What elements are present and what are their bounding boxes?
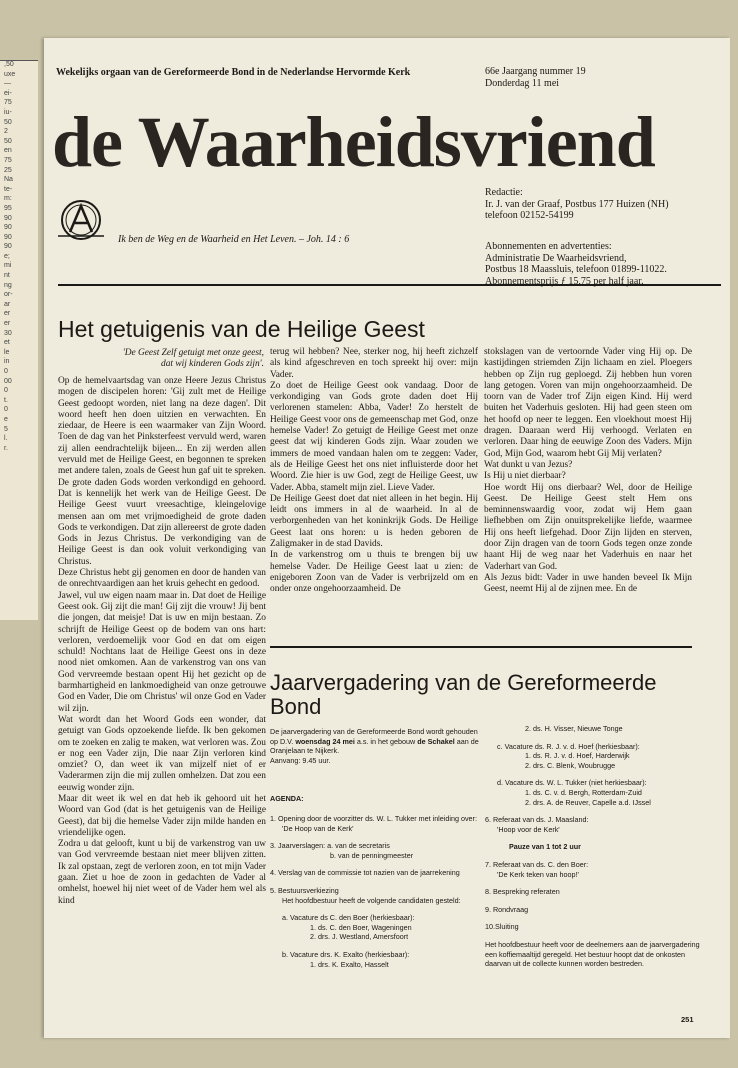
page-number: 251 xyxy=(681,1015,694,1024)
agenda-heading: AGENDA: xyxy=(270,794,304,803)
strip-text-fragment: nt xyxy=(4,272,10,280)
agenda-text: 'De Hoop van de Kerk' xyxy=(282,823,354,833)
strip-text-fragment: 5 xyxy=(4,425,8,433)
strip-text-fragment: er xyxy=(4,310,11,318)
strip-text-fragment: mi xyxy=(4,262,12,270)
agenda-text: 'De Kerk teken van hoop!' xyxy=(497,869,579,879)
agenda-text: 7. Referaat van ds. C. den Boer: xyxy=(485,859,589,869)
strip-text-fragment: uxe xyxy=(4,70,16,78)
strip-text-fragment: r. xyxy=(4,444,8,452)
masthead-subtitle: Wekelijks orgaan van de Gereformeerde Bond in de Nederlandse Hervormde Kerk xyxy=(56,67,411,78)
agenda-item xyxy=(485,860,705,879)
intro-place: de Schakel xyxy=(417,736,455,746)
redactie-line: Ir. J. van der Graaf, Postbus 177 Huizen (NH) xyxy=(485,198,669,210)
strip-text-fragment: 50 xyxy=(4,118,12,126)
redactie-block xyxy=(485,187,669,222)
strip-text-fragment: et xyxy=(4,339,10,347)
agenda-text: 3. Jaarverslagen: a. van de secretaris xyxy=(270,841,390,851)
strip-text-fragment: er xyxy=(4,320,11,328)
pauze: Pauze van 1 tot 2 uur xyxy=(509,842,581,852)
agenda-item xyxy=(485,778,705,807)
strip-text-fragment: 50 xyxy=(4,137,12,145)
paragraph: stokslagen van de vertoornde Vader ving Hij op. De kastijdingen striemden Zijn lichaam en ziel. Ploegers hebben op Zijn rug geploegd. Zij hebben hun voren lang getogen. Voren van mijn ongehoorzaamheid. De toorn van de Vader trof Zijn eigen Kind. Hij werd buiten het Vaderhuis gesloten. Hij had geen steen om het hoofd op neer te leggen. Een vloekhout moest Hij dragen. Daaraan werd Hij verhoogd. Verlaten en verloren. Daar hing de eeuwige Zoon des Vaders. Mijn God, Mijn God, waarom hebt Gij Mij verlaten? xyxy=(484,347,692,459)
strip-text-fragment: ng xyxy=(4,281,12,289)
intro-text: a.s. in het gebouw xyxy=(356,736,416,746)
bond-logo-icon xyxy=(56,198,106,242)
strip-text-fragment: ei- xyxy=(4,89,12,97)
intro-text: De jaarvergadering van de Gereformeerde Bond wordt gehouden op D.V. xyxy=(270,727,478,746)
quote-line: dat wij kinderen Gods zijn'. xyxy=(161,359,264,369)
strip-text-fragment: 0 xyxy=(4,387,8,395)
paragraph: Deze Christus hebt gij genomen en door de handen van de onrechtvaardigen aan het kruis gehecht en gedood. xyxy=(58,568,266,590)
agenda-text: 2. ds. H. Visser, Nieuwe Tonge xyxy=(525,724,623,733)
abon-line: Postbus 18 Maassluis, telefoon 01899-11022. xyxy=(485,264,667,275)
article-column-1 xyxy=(58,376,266,907)
intro-text: aan de Oranjelaan te Nijkerk. xyxy=(270,736,479,756)
paragraph: Jawel, vul uw eigen naam maar in. Dat doet de Heilige Geest ook. Gij zijt die man! Gij zijt die vrouw! Jij bent die jongen, dat meisje! Dat is uw en mijn bestaan. Zo schrijft de Heilige Geest op de bodem van ons hart: verloren, verdoemelijk voor God en dat om eigen schuld! Nochtans laat de Heilige Geest ons in deze nood niet omkomen. Aan de varkenstrog van ons van God vervreemde bestaan opent Hij het gezicht op de barmhartigheid en lankmoedigheid van onze getrouwe God en Vader, Die om Christus' wil onze God en Vader wil zijn. xyxy=(58,590,266,714)
aanvang: Aanvang: 9.45 uur. xyxy=(270,755,331,765)
paragraph: In de varkenstrog om u thuis te brengen bij uw hemelse Vader. De Heilige Geest laat u zien: de enigeboren Zoon van de Vader is verbrijzeld om en onder onze ongehoorzaamheid. De xyxy=(270,550,478,595)
agenda-list-left xyxy=(270,814,480,977)
agenda-text: Het hoofdbestuur heeft de volgende candidaten gesteld: xyxy=(282,895,461,905)
newspaper-title: de Waarheidsvriend xyxy=(52,102,655,182)
agenda-item: 9. Rondvraag xyxy=(485,904,529,914)
intro-date: woensdag 24 mei xyxy=(295,736,355,746)
abon-line: Abonnementen en advertenties: xyxy=(485,241,612,252)
paragraph: Maar dit weet ik wel en dat heb ik gehoord uit het Woord van God (dat is het getuigenis van de Heilige Geest), dat bij die hemelse Vader zijn milde handen en vriendelijke ogen. xyxy=(58,793,266,838)
paragraph: Wat wordt dan het Woord Gods een wonder, dat getuigt van Gods opzoekende liefde. Ik ben gekomen om te zoeken en zalig te maken, wat verloren was. Zou er nog een Vader zijn, Die naar Zijn verloren kind omziet? O, dan weet ik van mijzelf niet of er Vaderarmen zijn die mij zullen omhelzen. Dat zou een eeuwig wonder zijn. xyxy=(58,714,266,793)
abon-line: Administratie De Waarheidsvriend, xyxy=(485,252,627,264)
article-column-2 xyxy=(270,347,478,596)
agenda-item xyxy=(270,950,480,969)
strip-divider xyxy=(0,60,38,61)
strip-text-fragment: 75 xyxy=(4,156,12,164)
jaarvergadering-intro xyxy=(270,727,480,765)
strip-text-fragment: t. xyxy=(4,396,8,404)
agenda-item xyxy=(270,814,480,833)
issue-volume: 66e Jaargang nummer 19 xyxy=(485,66,586,77)
agenda-text: 1. ds. C. v. d. Bergh, Rotterdam-Zuid xyxy=(525,787,642,797)
strip-text-fragment: or- xyxy=(4,291,13,299)
strip-text-fragment: 0 xyxy=(4,368,8,375)
agenda-text: b. Vacature drs. K. Exalto (herkiesbaar): xyxy=(282,949,410,959)
agenda-item: 10.Sluiting xyxy=(485,922,519,932)
previous-page-strip xyxy=(0,60,38,620)
quote-line: 'De Geest Zelf getuigt met onze geest, xyxy=(122,348,264,358)
strip-text-fragment: 90 xyxy=(4,224,12,232)
strip-text-fragment: m: xyxy=(4,195,12,203)
agenda-text: b. van de penningmeester xyxy=(330,850,414,860)
agenda-item xyxy=(270,841,480,860)
motto: Ik ben de Weg en de Waarheid en Het Leven. – Joh. 14 : 6 xyxy=(118,234,350,245)
agenda-text: 1. ds. R. J. v. d. Hoef, Harderwijk xyxy=(525,751,630,761)
agenda-text: a. Vacature ds C. den Boer (herkiesbaar): xyxy=(282,913,415,923)
article-title: Het getuigenis van de Heilige Geest xyxy=(58,316,425,342)
strip-text-fragment: 30 xyxy=(4,329,12,337)
redactie-line: telefoon 02152-54199 xyxy=(485,210,574,221)
paragraph: Als Jezus bidt: Vader in uwe handen beveel Ik Mijn Geest, neemt Hij al de zijnen mee. En de xyxy=(484,572,692,595)
paragraph: Op de hemelvaartsdag van onze Heere Jezus Christus mogen de discipelen horen: 'Gij zult met de Heilige Geest gedoopt worden, niet lang na deze dagen'. Dit woord heeft hen doen uitzien en verwachten. En ziedaar, de Heere is een waarmaker van Zijn Woord. Toen de dag van het Pinksterfeest vervuld werd, waren zij allen eendrachtelijk bijeen... En zij werden allen vervuld met de Heilige Geest, en begonnen te spreken met andere talen, zoals de Geest hun gaf uit te spreken. De grote daden Gods worden verkondigd en gehoord. Dat is kennelijk het werk van de Heilige Geest. De Heilige Geest vuurt vreesachtige, kleingelovige mensen aan om met vrijmoedigheid de grote daden Gods te verkondigen. Dat zijn allereerst de grote daden Gods in Jezus Christus. De verkondiging van de Heilige Geest is dan ook voluit verkondiging van Christus. xyxy=(58,376,266,567)
strip-text-fragment: 90 xyxy=(4,243,12,251)
paragraph: Hoe wordt Hij ons dierbaar? Wel, door de Heilige Geest. De Heilige Geest stelt Hem ons beminnenswaardig voor, zodat wij Hem gaan liefhebben om Zijn onuitsprekelijke liefde, waarmee Hij ons heeft liefgehad. Door Zijn lijden en sterven, door Zijn dragen van de toorn Gods tegen onze zonde haant Hij de weg naar het Vaderhuis en naar het Vaderhart van God. xyxy=(484,482,692,572)
agenda-text: 5. Bestuursverkiezing xyxy=(270,885,339,895)
strip-text-fragment: le xyxy=(4,348,10,356)
strip-text-fragment: ,50 xyxy=(4,61,14,68)
strip-text-fragment: iu- xyxy=(4,108,12,116)
agenda-item: 4. Verslag van de commissie tot nazien van de jaarrekening xyxy=(270,868,460,878)
strip-text-fragment: 00 xyxy=(4,377,12,385)
paragraph: Zo doet de Heilige Geest ook vandaag. Door de verkondiging van Gods grote daden doet Hij verlorenen stamelen: Abba, Vader! Zo herstelt de Heilige Geest voor ons de gemeenschap met God, onze hemelse Vader! Zo getuigt de Heilige Geest met onze geest dat wij kinderen Gods zijn. Waar zouden we immers de moed vandaan halen om te zeggen: Vader, als de Heilige Geest het ons niet influisterde door het Woord. Zie hier is uw God, zegt de Heilige Geest, uw Vader. Abba, stamelt mijn ziel. Lieve Vader. xyxy=(270,380,478,493)
strip-text-fragment: in xyxy=(4,358,10,366)
article-quote xyxy=(104,348,264,370)
strip-text-fragment: en xyxy=(4,147,12,155)
agenda-text: 1. ds. C. den Boer, Wageningen xyxy=(310,922,412,932)
newspaper-page xyxy=(44,38,730,1038)
strip-text-fragment: 0 xyxy=(4,406,8,414)
strip-text-fragment: l. xyxy=(4,435,8,443)
agenda-text: 2. drs. J. Westland, Amersfoort xyxy=(310,932,409,942)
previous-page-text xyxy=(0,60,38,453)
agenda-text: 1. drs. K. Exalto, Hasselt xyxy=(310,959,389,969)
paragraph: terug wil hebben? Nee, sterker nog, hij heeft zichzelf als kind afgeschreven en toch spreekt hij over: mijn Vader. xyxy=(270,347,478,380)
strip-text-fragment: — xyxy=(4,80,11,88)
strip-text-fragment: ar xyxy=(4,300,11,308)
abon-line: Abonnementsprijs ƒ 15,75 per half jaar. xyxy=(485,275,644,287)
agenda-item xyxy=(485,742,705,771)
issue-info xyxy=(485,66,586,90)
agenda-item xyxy=(270,913,480,942)
agenda-text: 2. drs. A. de Reuver, Capelle a.d. IJssel xyxy=(525,797,651,807)
agenda-item xyxy=(270,886,480,905)
strip-text-fragment: 90 xyxy=(4,214,12,222)
strip-text-fragment: e; xyxy=(4,252,10,260)
strip-text-fragment: 90 xyxy=(4,233,12,241)
paragraph: Zodra u dat gelooft, kunt u bij de varkenstrog van uw van God vervreemde bestaan niet meer blijven zitten. Ik zal opstaan, zegt de verloren zoon, en tot mijn Vader gaan. Ziet u hoe de zoon in gedachten de Vader al omhelst, hoewel hij niet weet of de Vader hem wel als kind xyxy=(58,839,266,906)
agenda-text: 'Hoop voor de Kerk' xyxy=(497,824,560,834)
strip-text-fragment: Na xyxy=(4,176,13,184)
agenda-text: 1. Opening door de voorzitter ds. W. L. Tukker met inleiding over: xyxy=(270,814,477,823)
strip-text-fragment: 95 xyxy=(4,204,12,212)
article-column-3 xyxy=(484,347,692,596)
strip-text-fragment: 25 xyxy=(4,166,12,174)
agenda-item: 8. Bespreking referaten xyxy=(485,887,560,897)
section-rule xyxy=(270,646,692,648)
agenda-text: 2. drs. C. Blenk, Woubrugge xyxy=(525,760,616,770)
strip-text-fragment: te- xyxy=(4,185,13,193)
paragraph: De Heilige Geest doet dat niet alleen in het begin. Hij leidt ons immers in al de waarheid. In al de verborgenheden van het koninkrijk Gods. De Heilige Geest laat ons horen: u is heden geboren de Zaligmaker in de stad Davids. xyxy=(270,493,478,550)
agenda-text: 6. Referaat van ds. J. Maasland: xyxy=(485,815,589,825)
strip-text-fragment: 75 xyxy=(4,99,12,107)
agenda-list-right xyxy=(485,724,705,969)
paragraph: Is Hij u niet dierbaar? xyxy=(484,471,566,482)
jaarvergadering-title: Jaarvergadering van de Gereformeerde Bond xyxy=(270,670,657,719)
paragraph: Wat dunkt u van Jezus? xyxy=(484,459,573,470)
strip-text-fragment: e xyxy=(4,415,8,423)
agenda-item xyxy=(485,815,705,834)
agenda-text: d. Vacature ds. W. L. Tukker (niet herkiesbaar): xyxy=(497,778,647,788)
closing-note: Het hoofdbestuur heeft voor de deelnemers aan de jaarvergadering een koffiemaaltijd geregeld. Het bestuur hoopt dat de onkosten daarvan uit de collecte kunnen worden bestreden. xyxy=(485,939,700,969)
strip-text-fragment: 2 xyxy=(4,128,8,136)
issue-date: Donderdag 11 mei xyxy=(485,78,560,89)
abonnementen-block xyxy=(485,241,667,287)
masthead-rule xyxy=(58,284,721,286)
agenda-text: c. Vacature ds. R. J. v. d. Hoef (herkiesbaar): xyxy=(497,741,640,751)
redactie-line: Redactie: xyxy=(485,187,523,198)
